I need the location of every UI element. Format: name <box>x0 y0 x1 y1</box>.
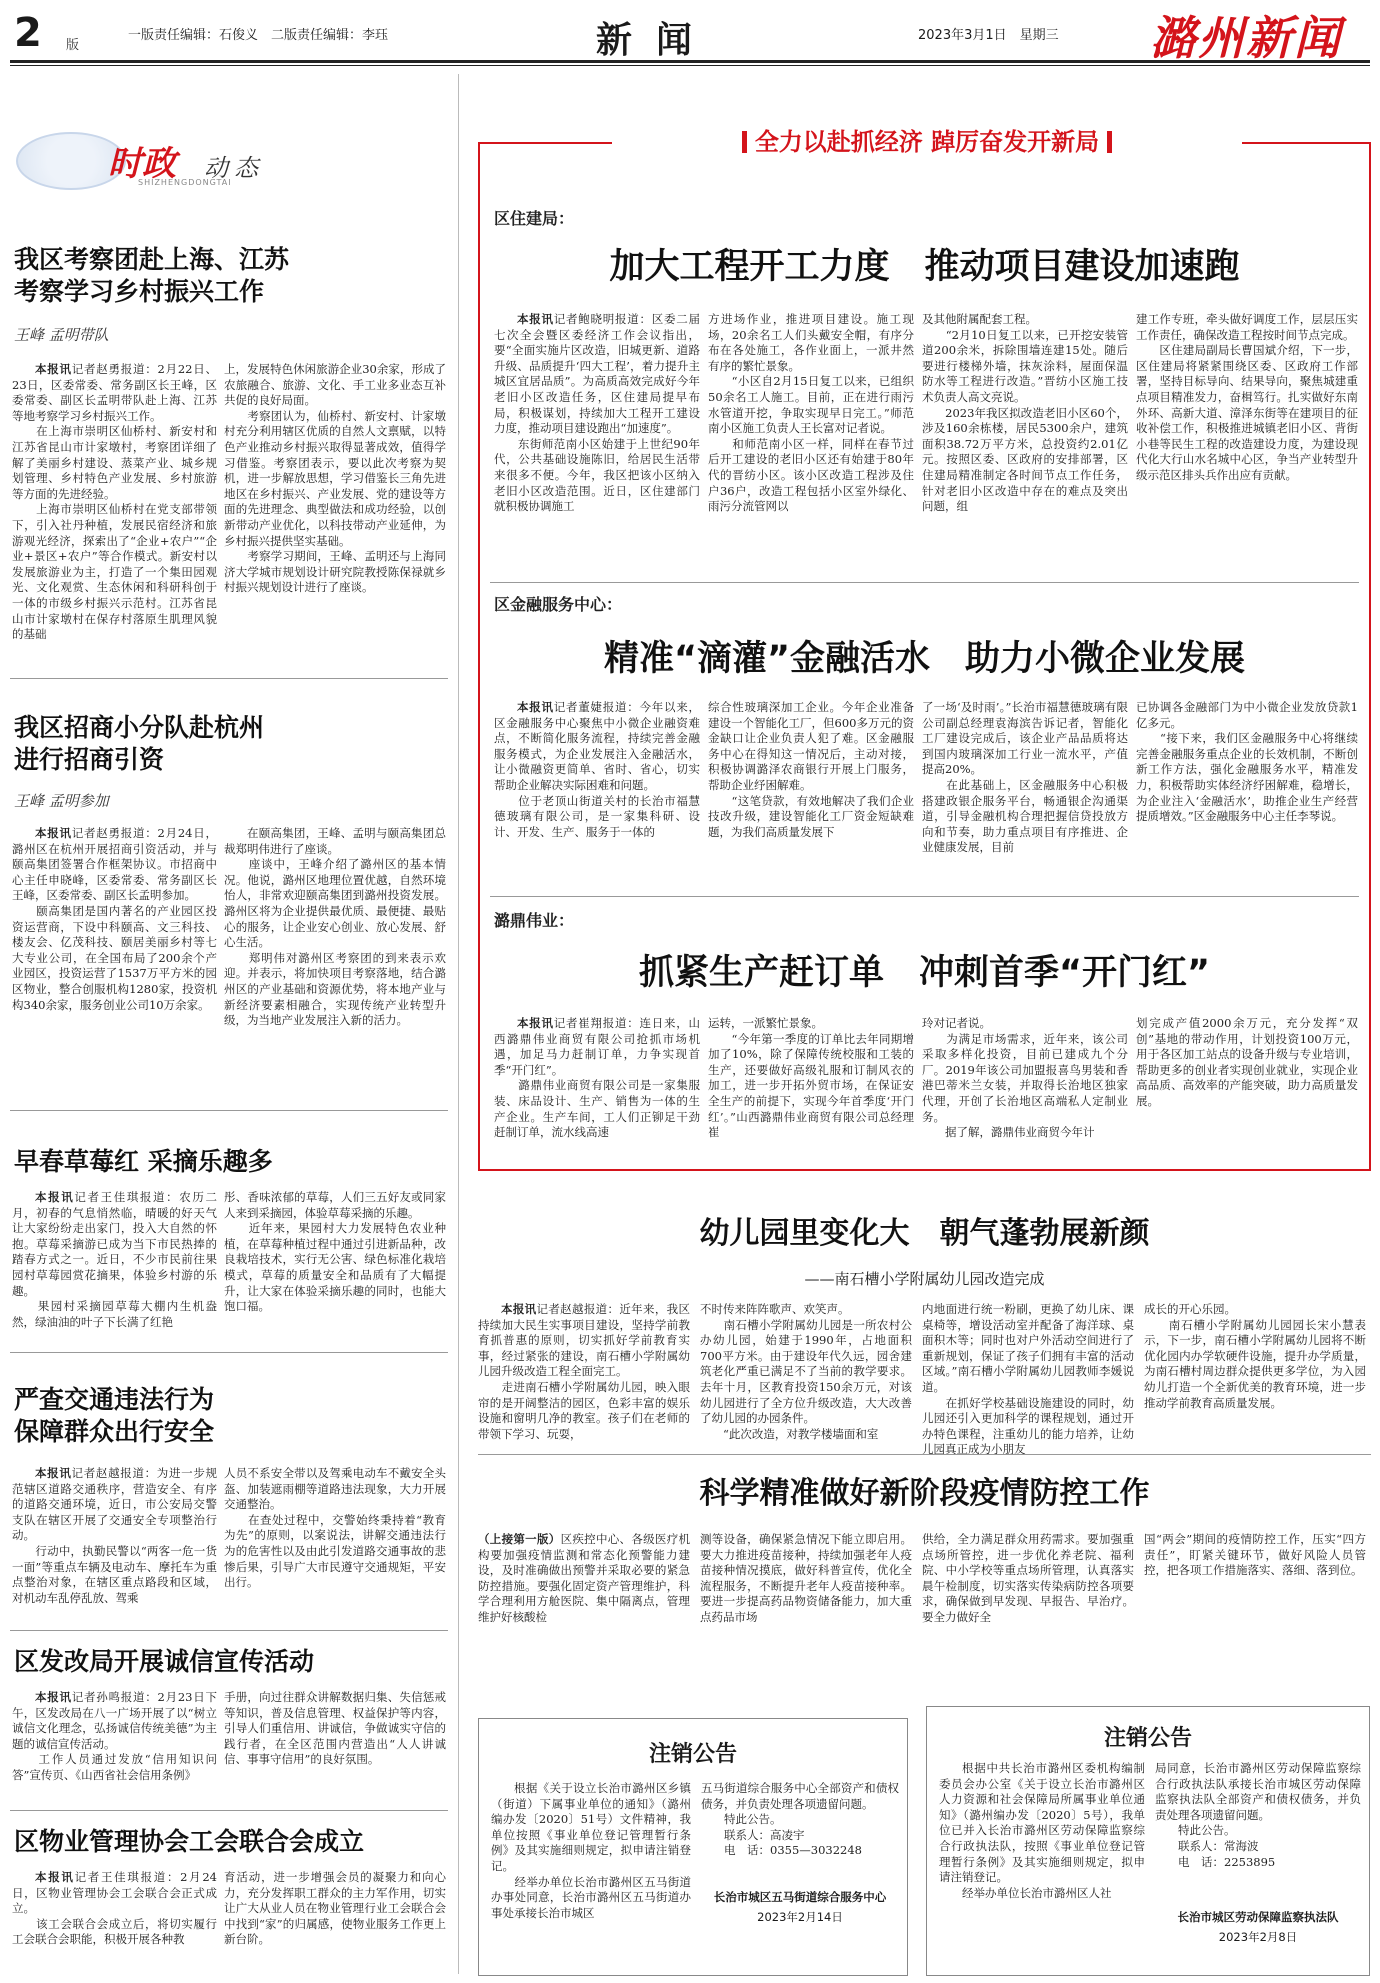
divider <box>478 1454 1371 1455</box>
title-bar-right <box>1107 131 1112 153</box>
body-text: 记者孙鸣报道：2月23日下午，区发改局在八一广场开展了以“树立诚信文化理念，弘扬诚信传统美德”为主题的诚信宣传活动。 工作人员通过发放“信用知识问答”宣传页、《山西省社会信用条例》 <box>12 1690 218 1782</box>
column-pinyin: SHIZHENGDONGTAI <box>138 178 232 187</box>
body-text: 记者崔翔报道：连日来，山西潞鼎伟业商贸有限公司抢抓市场机遇，加足马力赶制订单，力争实现首季“开门红”。 潞鼎伟业商贸有限公司是一家集服装、床品设计、生产、销售为一体的生产企业。生产车间，工人们正铆足干劲赶制订单，流水线高速 <box>494 1016 700 1140</box>
body-text: 记者赵勇报道：2月24日，潞州区在杭州开展招商引资活动，并与颐高集团签署合作框架协议。市招商中心主任申晓峰，区委常委、常务副区长王峰，区委常委、副区长孟明参加。 颐高集团是国内著名的产业园区投资运营商，下设中科颐高、文三科技、楼友会、亿茂科技、颐居美丽乡村等七大专业公司，在全国布局了200余个产业园区，投资运营了1537万平方米的园区物业，整合创服机构1280家，投资机构340余家，服务创业公司10万余家。 <box>12 826 218 1012</box>
lead-tag: 本报讯 <box>35 1690 72 1704</box>
notice-1-col-1: 根据《关于设立长治市潞州区乡镇（街道）下属事业单位的通知》（潞州编办发〔2020〕51号）文件精神，我单位按照《事业单位登记管理暂行条例》及其实施细则规定，拟申请注销登记。 经举办单位长治市潞州区五马街道办事处同意，长治市潞州区五马街道办事处承接长治市城区 <box>491 1781 691 1920</box>
article-4-col-1 <box>12 1466 217 1624</box>
article-2-title-line2: 进行招商引资 <box>14 745 165 774</box>
special-title-text: 全力以赴抓经济 踔厉奋发开新局 <box>754 128 1100 156</box>
notice-1-title: 注销公告 <box>648 1742 737 1767</box>
article-5-col-1 <box>12 1690 217 1800</box>
editors: 一版责任编辑：石俊义 二版责任编辑：李珏 <box>128 28 389 43</box>
kindergarten-col-3: 内地面进行统一粉刷，更换了幼儿床、课桌椅等，增设活动室并配备了海洋球、桌面积木等；同时也对户外活动空间进行了重新规划，保证了孩子们拥有丰富的活动区域。”南石槽小学附属幼儿园教师李媛说道。 在抓好学校基础设施建设的同时，幼儿园还引入更加科学的课程规划，通过开办特色课程，注重幼儿的能力培养，让幼儿园真正成为小朋友 <box>922 1302 1134 1457</box>
body-text: 记者鲍晓明报道：区委二届七次全会暨区委经济工作会议指出，要“全面实施片区改造，旧城更新、道路升级、品质提升‘四大工程’，着力提升主城区宜居品质”。为高质高效完成好今年老旧小区改造任务，区住建局提早布局，积极谋划，持续加大工程开工建设力度，推动项目建设跑出“加速度”。 东街师范南小区始建于上世纪90年代，公共基础设施陈旧，给居民生活带来很多不便。今年，我区把该小区纳入老旧小区改造范围。近日，区住建部门就积极协调施工 <box>494 312 700 514</box>
body-text: 记者王佳琪报道：2月24日，区物业管理协会工会联合会正式成立。 该工会联合会成立后，将切实履行工会联合会职能，积极开展各种教 <box>12 1870 218 1947</box>
divider <box>10 1110 448 1111</box>
body-text: 记者董婕报道：今年以来，区金融服务中心聚焦中小微企业融资难点，不断简化服务流程，持续完善金融服务模式，为企业发展注入金融活水，让小微融资更简单、省时、省心，切实帮助企业解决实际困难和问题。 位于老顶山街道关村的长治市福慧德玻璃有限公司，是一家集科研、设计、开发、生产、服务于一体的 <box>494 700 700 839</box>
body-text: 记者赵越报道：为进一步规范辖区道路交通秩序，营造安全、有序的道路交通环境，近日，市公安局交警支队在辖区开展了交通安全专项整治行动。 行动中，执勤民警以“两客一危一货一面”等重点车辆及电动车、摩托车为重点整治对象，在辖区重点路段和区域，对机动车乱停乱放、驾乘 <box>12 1466 218 1605</box>
lead-tag: 本报讯 <box>517 312 554 326</box>
divider <box>10 1630 448 1631</box>
story-3-col-3: 玲对记者说。 为满足市场需求，近年来，该公司采取多样化投资，目前已建成九个分厂。2019年该公司加盟报喜鸟男装和香港巴蒂米兰女装，并取得长治地区独家代理，开创了长治地区高端私人定制业务。 据了解，潞鼎伟业商贸今年计 <box>922 1016 1128 1140</box>
divider <box>490 582 1359 583</box>
special-feature-title <box>612 123 1242 161</box>
lead-tag: 本报讯 <box>35 1870 75 1884</box>
lead-tag: 本报讯 <box>517 1016 554 1030</box>
article-2-byline: 王峰 孟明参加 <box>14 792 109 810</box>
notice-2-title: 注销公告 <box>1103 1726 1192 1751</box>
epidemic-col-2: 测等设备，确保紧急情况下能立即启用。要大力推进疫苗接种，持续加强老年人疫苗接种情况摸底，做好科普宣传，优化全流程服务，不断提升老年人疫苗接种率。要进一步提高药品物资储备能力，加大重点药品市场 <box>700 1532 912 1624</box>
body-text: 记者赵越报道：近年来，我区持续加大民生实事项目建设，坚持学前教育抓普惠的原则，切实抓好学前教育实事，经过紧张的建设，南石槽小学附属幼儿园升级改造工程全面完工。 走进南石槽小学附属幼儿园，映入眼帘的是开阔整洁的园区，色彩丰富的娱乐设施和窗明几净的教室。孩子们在老师的带领下学习、玩耍， <box>478 1302 690 1441</box>
story-1-kicker: 区住建局： <box>494 209 575 228</box>
story-3-title: 抓紧生产赶订单 冲刺首季“开门红” <box>638 953 1210 993</box>
lead-tag: 本报讯 <box>501 1302 537 1316</box>
lead-tag: 本报讯 <box>35 362 72 376</box>
story-1-col-3: 及其他附属配套工程。 “2月10日复工以来，已开挖安装管道200余米，拆除围墙连建15处。随后要进行楼梯外墙，抹灰涂料，屋面保温防水等工程进行改造。”晋纺小区施工技术负责人高文亮说。 2023年我区拟改造老旧小区60个，涉及160余栋楼，居民5300余户，建筑面积38.72万平方米，总投资约2.01亿元。按照区委、区政府的安排部署，区住建局精准制定各时间节点工作任务，针对老旧小区改造中存在的难点及突出问题，组 <box>922 312 1128 514</box>
notice-1 <box>478 1718 908 1976</box>
lead-tag: 本报讯 <box>35 1190 75 1204</box>
header-rule <box>10 60 1370 63</box>
article-3-col-1 <box>12 1190 217 1340</box>
kindergarten-col-2: 不时传来阵阵歌声、欢笑声。 南石槽小学附属幼儿园是一所农村公办幼儿园，始建于1990年，占地面积700平方米。由于建设年代久远，园舍建筑老化严重已满足不了当前的教学要求。去年十月，区教育投资150余万元，对该幼儿园进行了全方位升级改造，大大改善了幼儿园的办园条件。 “此次改造，对教学楼墙面和室 <box>700 1302 912 1441</box>
kindergarten-subtitle: ——南石槽小学附属幼儿园改造完成 <box>804 1270 1045 1288</box>
story-2-title: 精准“滴灌”金融活水 助力小微企业发展 <box>603 639 1245 679</box>
notice-2-col-1: 根据中共长治市潞州区委机构编制委员会办公室《关于设立长治市潞州区人力资源和社会保障局所属事业单位通知》（潞州编办发〔2020〕5号），我单位已并入长治市潞州区劳动保障监察综合行政执法队，按照《事业单位登记管理暂行条例》及其实施细则规定，拟申请注销登记。 经举办单位长治市潞州区人社 <box>939 1761 1145 1900</box>
kindergarten-col-1 <box>478 1302 690 1444</box>
story-3-col-2: 运转，一派繁忙景象。 “今年第一季度的订单比去年同期增加了10%，除了保障传统校服和工装的生产，还要做好高级礼服和订制风衣的加工，进一步开拓外贸市场，在保证安全生产的前提下，实现今年首季度‘开门红’。”山西潞鼎伟业商贸有限公司总经理崔 <box>708 1016 914 1140</box>
story-1-col-2: 方进场作业，推进项目建设。施工现场，20余名工人们头戴安全帽，有序分布在各处施工，各作业面上，一派井然有序的繁忙景象。 “小区自2月15日复工以来，已组织50余名工人施工。目前，正在进行雨污水管道开挖，争取实现早日完工。”师范南小区施工负责人王长富对记者说。 和师范南小区一样，同样在春节过后开工建设的老旧小区还有始建于80年代的晋纺小区。该小区改造工程涉及住户36户，改造工程包括小区室外绿化、雨污分流管网以 <box>708 312 914 514</box>
kindergarten-col-4: 成长的开心乐园。 南石槽小学附属幼儿园园长宋小慧表示，下一步，南石槽小学附属幼儿园将不断优化园内办学软硬件设施，提升办学质量，为南石槽村周边群众提供更多学位，为入园幼儿打造一个全新优美的教育环境，进一步推动学前教育高质量发展。 <box>1144 1302 1366 1410</box>
article-3-col-2: 彤、香味浓郁的草莓，人们三五好友或同家人来到采摘园，体验草莓采摘的乐趣。 近年来，果园村大力发展特色农业种植，在草莓种植过程中通过引进新品种，改良栽培技术，实行无公害、绿色标准化栽培模式，草莓的质量安全和品质有了大幅提升，让大家在体验采摘乐趣的同时，也能大饱口福。 <box>224 1190 446 1314</box>
story-2-col-1 <box>494 700 700 884</box>
article-5-col-2: 手册，向过往群众讲解数据归集、失信惩戒等知识，普及信息管理、权益保护等内容，引导人们重信用、讲诚信，争做诚实守信的践行者，在全区范围内营造出“人人讲诚信、事事守信用”的良好氛围。 <box>224 1690 446 1767</box>
article-6-title: 区物业管理协会工会联合会成立 <box>14 1827 365 1856</box>
notice-2-date: 2023年2月8日 <box>1218 1930 1298 1944</box>
notice-1-col-2: 五马街道综合服务中心全部资产和债权债务，并负责处理各项遗留问题。 特此公告。 联系人：高凌宇 电 话：0355—3032248 <box>701 1781 899 1858</box>
article-4-title-line2: 保障群众出行安全 <box>14 1417 215 1446</box>
lead-tag: 本报讯 <box>35 826 72 840</box>
notice-2-col-2: 局同意，长治市潞州区劳动保障监察综合行政执法队承接长治市城区劳动保障监察执法队全部资产和债权债务，并负责处理各项遗留问题。 特此公告。 联系人：常海波 电 话：2253895 <box>1155 1761 1361 1869</box>
article-6-col-1 <box>12 1870 217 1978</box>
page-number: 2 <box>14 10 42 56</box>
story-2-col-2: 综合性玻璃深加工企业。今年企业准备建设一个智能化工厂，但600多万元的资金缺口让企业负责人犯了难。区金融服务中心在得知这一情况后，主动对接，积极协调潞泽农商银行开展上门服务，帮助企业纾困解难。 “这笔贷款，有效地解决了我们企业技改升级，建设智能化工厂资金短缺难题，为我们高质量发展下 <box>708 700 914 839</box>
notice-2 <box>926 1706 1370 1976</box>
kindergarten-title: 幼儿园里变化大 朝气蓬勃展新颜 <box>699 1216 1150 1251</box>
story-1-title: 加大工程开工力度 推动项目建设加速跑 <box>609 247 1240 287</box>
epidemic-col-3: 供给，全力满足群众用药需求。要加强重点场所管控，进一步优化养老院、福利院、中小学校等重点场所管理，认真落实晨午检制度，切实落实传染病防控各项要求，确保做到早发现、早报告、早治疗。要全力做好全 <box>922 1532 1134 1624</box>
article-1-byline: 王峰 孟明带队 <box>14 326 109 344</box>
epidemic-title: 科学精准做好新阶段疫情防控工作 <box>699 1476 1150 1511</box>
story-2-col-3: 了一场‘及时雨’。”长治市福慧德玻璃有限公司副总经理袁海滨告诉记者，智能化工厂建设完成后，该企业产品品质将达到国内玻璃深加工行业一流水平，产值提高20%。 在此基础上，区金融服务中心积极搭建政银企服务平台，畅通银企沟通渠道，引导金融机构合理把握信贷投放方向和节奏，助力重点项目有序推进、企业健康发展，目前 <box>922 700 1128 855</box>
body-text: 区疾控中心、各级医疗机构要加强疫情监测和常态化预警能力建设，及时准确做出预警并采取必要的紧急防控措施。要强化固定资产管理维护，科学合理利用方舱医院、集中隔离点，管理维护好核酸检 <box>478 1532 691 1624</box>
title-bar-left <box>742 131 747 153</box>
notice-1-date: 2023年2月14日 <box>757 1910 843 1924</box>
story-3-kicker: 潞鼎伟业： <box>494 911 575 930</box>
column-logo <box>16 132 346 194</box>
article-2-col-2: 在颐高集团，王峰、孟明与颐高集团总裁郑明伟进行了座谈。 座谈中，王峰介绍了潞州区的基本情况。他说，潞州区地理位置优越，自然环境怡人，非常欢迎颐高集团到潞州投资发展。潞州区将为企业提供最优质、最便捷、最贴心的服务，让企业安心创业、放心发展、舒心生活。 郑明伟对潞州区考察团的到来表示欢迎。并表示，将加快项目考察落地，结合潞州区的产业基础和资源优势，将本地产业与新经济要素相融合，实现传统产业转型升级，为当地产业发展注入新的活力。 <box>224 826 446 1028</box>
article-4-title-line1: 严查交通违法行为 <box>14 1385 215 1414</box>
notice-2-org: 长治市城区劳动保障监察执法队 <box>1177 1910 1339 1924</box>
article-2-title-line1: 我区招商小分队赴杭州 <box>14 713 265 742</box>
divider <box>10 1810 448 1811</box>
body-text: 记者赵勇报道：2月22日、23日，区委常委、常务副区长王峰，区委常委、副区长孟明带队赴上海、江苏等地考察学习乡村振兴工作。 在上海市崇明区仙桥村、新安村和江苏省昆山市计家墩村，考察团详细了解了美丽乡村建设、蒸菜产业、城乡规划管理、乡村特色产业发展、乡村旅游等方面的先进经验。 上海市崇明区仙桥村在党支部带领下，引入社丹种植，发展民宿经济和旅游观光经济，探索出了“企业+农户”“企业+景区+农户”等合作模式。新安村以发展旅游业为主，打造了一个集田园观光、文化观赏、生态休闲和科研科创于一体的市级乡村振兴示范村。江苏省昆山市计家墩村在保存村落原生肌理风貌的基础 <box>12 362 218 642</box>
issue-date: 2023年3月1日 星期三 <box>918 28 1059 43</box>
header-rule-thin <box>10 65 1370 66</box>
lead-tag: 本报讯 <box>517 700 554 714</box>
body-text: 记者王佳琪报道：农历二月，初春的气息悄然临，晴暖的好天气让大家纷纷走出家门，投入大自然的怀抱。草莓采摘游已成为当下市民热捧的踏春方式之一。近日，不少市民前往果园村草莓园赏花摘果，体验乡村游的乐趣。 果园村采摘园草莓大棚内生机盎然，绿油油的叶子下长满了红艳 <box>12 1190 218 1329</box>
column-divider <box>458 74 459 1974</box>
epidemic-col-1 <box>478 1532 690 1660</box>
story-1-col-4: 建工作专班，牵头做好调度工作，层层压实工作责任，确保改造工程按时间节点完成。 区住建局副局长曹国斌介绍，下一步，区住建局将紧紧围绕区委、区政府工作部署，坚持目标导向、结果导向，聚焦城建重点项目精准发力，奋楫笃行。扎实做好东南外环、高新大道、漳泽东街等在建项目的征收补偿工作，积极推进城镇老旧小区、背街小巷等民生工程的改造建设力度，为建设现代化大行山水名城中心区，争当产业转型升级示范区排头兵作出应有贡献。 <box>1136 312 1358 482</box>
story-2-col-4: 已协调各金融部门为中小微企业发放贷款1亿多元。 “接下来，我们区金融服务中心将继续完善金融服务重点企业的长效机制，不断创新工作方法，强化金融服务水平，精准发力，积极帮助实体经济纾困解难，稳增长，为企业注入‘金融活水’，助推企业生产经营提质增效。”区金融服务中心主任李琴说。 <box>1136 700 1358 824</box>
divider <box>490 896 1359 897</box>
divider <box>10 1352 448 1353</box>
article-4-col-2: 人员不系安全带以及驾乘电动车不戴安全头盔、加装遮雨棚等道路违法现象，大力开展交通整治。 在查处过程中，交警始终秉持着“教育为先”的原则，以案说法，讲解交通违法行为的危害性以及由此引发道路交通事故的悲惨后果，引导广大市民遵守交通规矩，平安出行。 <box>224 1466 446 1590</box>
column-title-2: 动态 <box>204 154 264 182</box>
article-5-title: 区发改局开展诚信宣传活动 <box>14 1647 315 1676</box>
notice-1-org: 长治市城区五马街道综合服务中心 <box>713 1890 887 1904</box>
lead-tag: 本报讯 <box>35 1466 72 1480</box>
section-title: 新闻 <box>596 19 717 61</box>
continued-tag: （上接第一版） <box>478 1532 561 1546</box>
article-1-col-1 <box>12 362 217 664</box>
article-6-col-2: 育活动，进一步增强会员的凝聚力和向心力，充分发挥职工群众的主力军作用，切实让广大从业人员在物业管理行业工会联合会中找到“家”的归属感，使物业服务工作更上新台阶。 <box>224 1870 446 1947</box>
article-1-title-line1: 我区考察团赴上海、江苏 <box>14 245 290 274</box>
divider <box>10 678 448 679</box>
masthead-logo: 潞州新闻 <box>1150 11 1342 65</box>
article-1-title-line2: 考察学习乡村振兴工作 <box>14 277 265 306</box>
page-suffix: 版 <box>66 38 80 53</box>
epidemic-col-4: 国“两会”期间的疫情防控工作，压实“四方责任”，盯紧关键环节，做好风险人员管控，把各项工作措施落实、落细、落到位。 <box>1144 1532 1366 1578</box>
story-2-kicker: 区金融服务中心： <box>494 595 623 614</box>
story-1-col-1 <box>494 312 700 570</box>
article-1-col-2: 上，发展特色休闲旅游企业30余家，形成了农旅融合、旅游、文化、手工业多业态互补共促的良好局面。 考察团认为，仙桥村、新安村、计家墩村充分利用辖区优质的自然人文禀赋，以特色产业推动乡村振兴取得显著成效，值得学习借鉴。考察团表示，要以此次考察为契机，进一步解放思想，学习借鉴长三角先进地区在乡村振兴、产业发展、党的建设等方面的先进理念、典型做法和成功经验，以创新带动产业优化，以科技带动产业延伸，为乡村振兴提供坚实基础。 考察学习期间，王峰、孟明还与上海同济大学城市规划设计研究院教授陈保禄就乡村振兴规划设计进行了座谈。 <box>224 362 446 595</box>
story-3-col-4: 划完成产值2000余万元，充分发挥“双创”基地的带动作用，计划投资100万元，用于各区加工站点的设备升级与专业培训，帮助更多的创业者实现创业就业，实现企业高品质、高效率的产能突破，助力高质量发展。 <box>1136 1016 1358 1108</box>
article-3-title: 早春草莓红 采摘乐趣多 <box>14 1147 273 1176</box>
column-title: 时政 <box>108 144 176 184</box>
article-2-col-1 <box>12 826 217 1076</box>
story-3-col-1 <box>494 1016 700 1162</box>
